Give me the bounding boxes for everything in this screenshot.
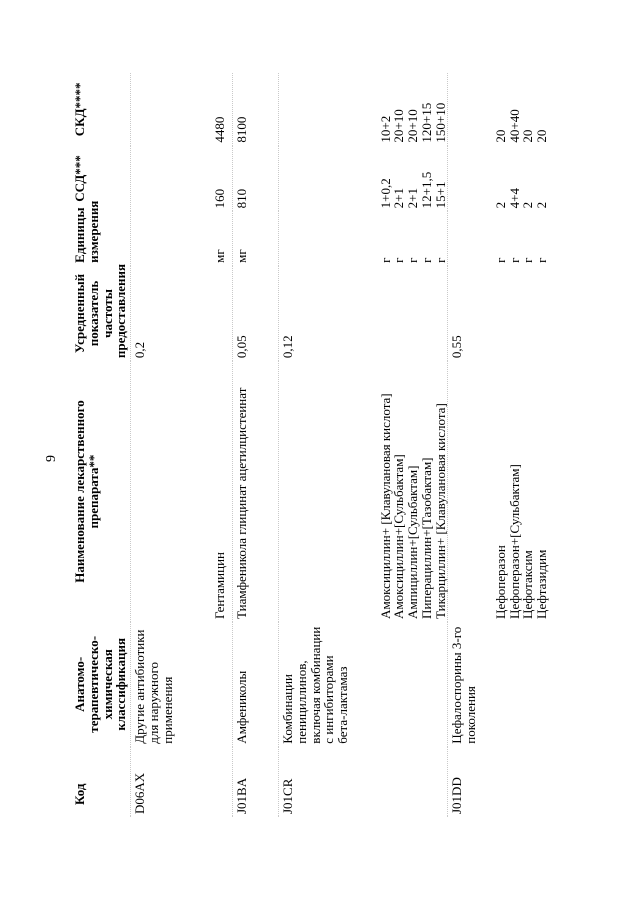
skd-cell: 20 [492,129,508,143]
skd-cell: 10+2 [377,115,393,143]
unit-cell: г [405,257,421,263]
page-number: 9 [44,455,59,462]
code-cell: D06AX [131,747,213,817]
freq-cell: 0,05 [233,266,279,361]
table-row [379,73,393,817]
ssd-cell: 2+1 [391,188,407,209]
ssd-cell: 2+1 [405,188,421,209]
ssd-cell: 810 [233,146,279,212]
unit-cell: г [377,257,393,263]
table-row [494,73,508,817]
drug-name-cell: Ампициллин+[Сульбактам] [405,465,421,619]
skd-cell: 20 [520,129,536,143]
skd-cell: 150+10 [432,102,448,143]
ssd-cell: 1+0,2 [377,178,393,209]
ssd-cell: 160 [211,188,227,209]
header-atc: Анатомо-терапевтическо-химическая классификация [70,622,131,747]
drug-name-cell: Тиамфеникола глицинат ацетилцистеинат [233,361,279,622]
ssd-cell: 2 [520,201,536,209]
table-header-row [70,73,131,817]
header-skd: СКД**** [70,73,131,146]
table-row [233,73,279,817]
code-cell: J01DD [448,747,494,817]
table-row [392,73,406,817]
skd-cell: 20+10 [391,109,407,143]
skd-cell: 40+40 [506,109,522,143]
table-row [521,73,535,817]
header-code: Код [70,747,131,817]
table-row [434,73,448,817]
drug-name-cell: Амоксициллин+[Сульбактам] [391,454,407,619]
drug-name-cell: Цефотаксим [520,550,536,619]
ssd-cell: 15+1 [432,181,448,209]
table-row [213,73,233,817]
freq-cell: 0,2 [131,266,213,361]
skd-cell: 8100 [233,73,279,146]
skd-cell: 20 [534,129,550,143]
freq-cell: 0,55 [448,266,494,361]
header-unit: Единицы измерения [70,211,131,265]
drug-name-cell: Цефоперазон+[Сульбактам] [506,464,522,619]
drug-name-cell: Тикарциллин+ [Клавулановая кислота] [432,403,448,619]
header-ssd: ССД*** [70,146,131,212]
atc-cell: Амфениколы [233,622,279,747]
ssd-cell: 2 [492,201,508,209]
unit-cell: г [492,257,508,263]
skd-cell: 4480 [211,116,227,143]
unit-cell: г [391,257,407,263]
skd-cell: 120+15 [418,102,434,143]
ssd-cell: 12+1,5 [418,171,434,209]
unit-cell: мг [233,211,279,265]
unit-cell: мг [211,249,227,263]
unit-cell: г [418,257,434,263]
ssd-cell: 2 [534,201,550,209]
atc-cell: Цефалоспорины 3-го поколения [448,622,494,747]
drug-table [70,73,549,817]
atc-cell: Другие антибиотики для наружного применения [131,622,213,747]
freq-cell: 0,12 [279,266,379,361]
drug-name-cell: Гентамицин [211,552,227,619]
table-row [406,73,420,817]
drug-name-cell: Цефтазидим [534,549,550,619]
code-cell: J01CR [279,747,379,817]
unit-cell: г [520,257,536,263]
drug-name-cell: Амоксициллин+ [Клавулановая кислота] [377,393,393,619]
table-row [535,73,549,817]
drug-name-cell: Цефоперазон [492,545,508,619]
header-freq: Усредненный показатель частоты предоставления [70,266,131,361]
unit-cell: г [506,257,522,263]
table-row [508,73,522,817]
drug-name-cell: Пиперациллин+[Тазобактам] [418,457,434,619]
ssd-cell: 4+4 [506,188,522,209]
table-row [420,73,434,817]
unit-cell: г [534,257,550,263]
header-name: Наименование лекарственного препарата** [70,361,131,622]
atc-cell: Комбинации пенициллинов, включая комбинации с ингибиторами бета-лактамаз [279,622,379,747]
table-row [279,73,379,817]
table-row [131,73,213,817]
unit-cell: г [432,257,448,263]
table-row [448,73,494,817]
code-cell: J01BA [233,747,279,817]
skd-cell: 20+10 [405,109,421,143]
